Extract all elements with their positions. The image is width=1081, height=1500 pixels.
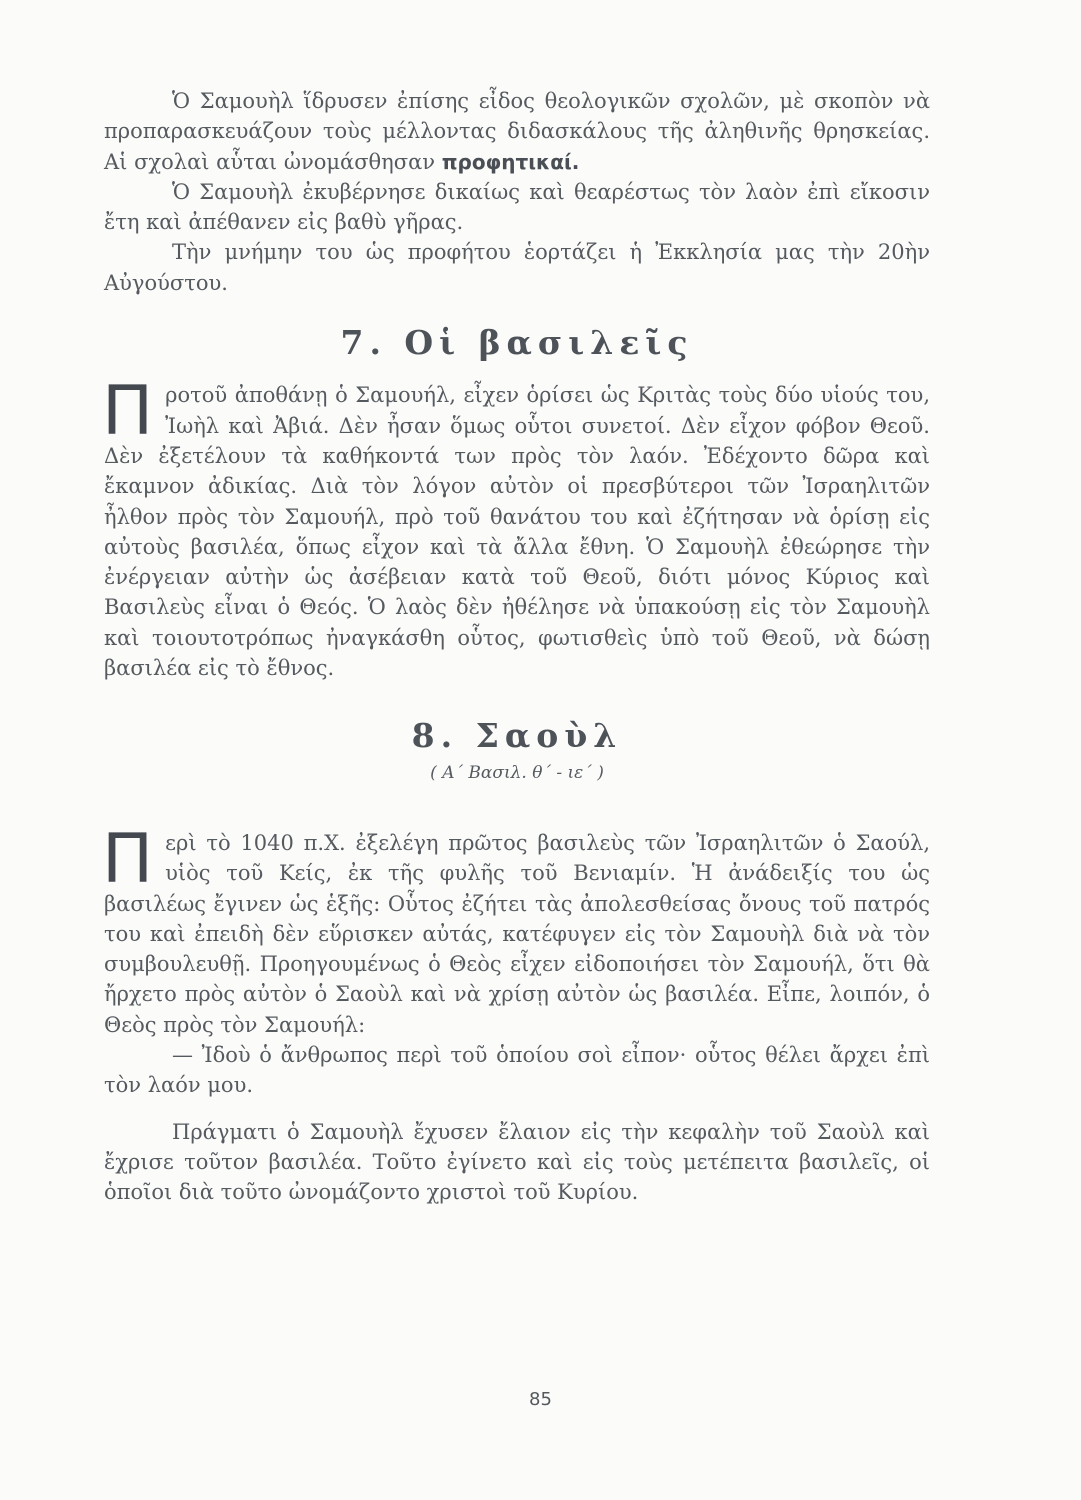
section-8-text: ερὶ τὸ 1040 π.Χ. ἐξελέγη πρῶτος βασιλεὺς τῶν Ἰσραηλιτῶν ὁ Σαούλ, υἱὸς τοῦ Κείς, ἐκ τῆς φυλῆς τοῦ Βενιαμίν. Ἡ ἀνάδειξίς του ὡς βασιλέως ἔγινεν ὡς ἑξῆς: Οὗτος ἐζήτει τὰς ἀπολεσθείσας ὄνους τοῦ πατρός του καὶ ἐπειδὴ δὲν εὕρισκεν αὐτάς, κατέφυγεν εἰς τὸν Σαμουὴλ διὰ νὰ τὸν συμβουλευθῇ. Προηγουμένως ὁ Θεὸς εἶχεν εἰδοποιήσει τὸν Σαμουήλ, ὅτι θὰ ἤρχετο πρὸς αὐτὸν ὁ Σαοὺλ καὶ νὰ χρίσῃ αὐτὸν ὡς βασιλέα. Εἶπε, λοιπόν, ὁ Θεὸς πρὸς τὸν Σαμουήλ: <box>104 830 930 1037</box>
section-7-paragraph <box>102 372 930 683</box>
section-8-paragraph-1 <box>102 819 930 1040</box>
scripture-reference: ( Α΄ Βασιλ. θ΄ - ιε΄ ) <box>430 762 604 783</box>
quote-paragraph: — Ἰδοὺ ὁ ἄνθρωπος περὶ τοῦ ὁποίου σοὶ εἶπον· οὗτος θέλει ἄρχει ἐπὶ τὸν λαόν μου. <box>104 1043 930 1098</box>
intro-paragraph-2: Ὁ Σαμουὴλ ἐκυβέρνησε δικαίως καὶ θεαρέστως τὸν λαὸν ἐπὶ εἴκοσιν ἔτη καὶ ἀπέθανεν εἰς βαθὺ γῆρας. <box>104 179 930 235</box>
section-8-heading: 8. Σαοὺλ <box>411 716 623 756</box>
dropcap: Π <box>102 372 154 452</box>
intro-paragraph-3: Τὴν μνήμην του ὡς προφήτου ἑορτάζει ἡ Ἐκκλησία μας τὴν 20ὴν Αὐγούστου. <box>104 240 930 295</box>
dropcap: Π <box>102 819 154 899</box>
section-8-paragraph-2: Πράγματι ὁ Σαμουὴλ ἔχυσεν ἔλαιον εἰς τὴν κεφαλὴν τοῦ Σαοὺλ καὶ ἔχρισε τοῦτον βασιλέα. Τοῦτο ἐγίνετο καὶ εἰς τοὺς μετέπειτα βασιλεῖς, οἱ ὁποῖοι διὰ τοῦτο ὠνομάζοντο χριστοὶ τοῦ Κυρίου. <box>104 1119 930 1205</box>
section-7-heading: 7. Οἱ βασιλεῖς <box>340 323 694 363</box>
page-body <box>104 86 930 1208</box>
bold-term: προφητικαί. <box>441 149 580 174</box>
section-7-text: ροτοῦ ἀποθάνῃ ὁ Σαμουήλ, εἶχεν ὁρίσει ὡς Κριτὰς τοὺς δύο υἱούς του, Ἰωὴλ καὶ Ἀβιά. Δὲν ἦσαν ὅμως οὗτοι συνετοί. Δὲν εἶχον φόβον Θεοῦ. Δὲν ἐξετέλουν τὰ καθήκοντά των πρὸς τὸν λαόν. Ἐδέχοντο δῶρα καὶ ἔκαμνον ἀδικίας. Διὰ τὸν λόγον αὐτὸν οἱ πρεσβύτεροι τῶν Ἰσραηλιτῶν ἦλθον πρὸς τὸν Σαμουήλ, πρὸ τοῦ θανάτου του καὶ ἐζήτησαν νὰ ὁρίσῃ εἰς αὐτοὺς βασιλέα, ὅπως εἶχον καὶ τὰ ἄλλα ἔθνη. Ὁ Σαμουὴλ ἐθεώρησε τὴν ἐνέργειαν αὐτὴν ὡς ἀσέβειαν κατὰ τοῦ Θεοῦ, διότι μόνος Κύριος καὶ Βασιλεὺς εἶναι ὁ Θεός. Ὁ λαὸς δὲν ἠθέλησε νὰ ὑπακούσῃ εἰς τὸν Σαμουὴλ καὶ τοιουτοτρόπως ἠναγκάσθη οὗτος, φωτισθεὶς ὑπὸ τοῦ Θεοῦ, νὰ δώσῃ βασιλέα εἰς τὸ ἔθνος. <box>104 383 930 681</box>
intro-paragraph-1 <box>104 86 930 177</box>
page-number: 85 <box>529 1389 552 1410</box>
intro-paragraph-1-text: Ὁ Σαμουὴλ ἵδρυσεν ἐπίσης εἶδος θεολογικῶν σχολῶν, μὲ σκοπὸν νὰ προπαρασκευάζουν τοὺς μέλλοντας διδασκάλους τῆς ἀληθινῆς θρησκείας. Αἱ σχολαὶ αὗται ὠνομάσθησαν <box>104 89 930 174</box>
